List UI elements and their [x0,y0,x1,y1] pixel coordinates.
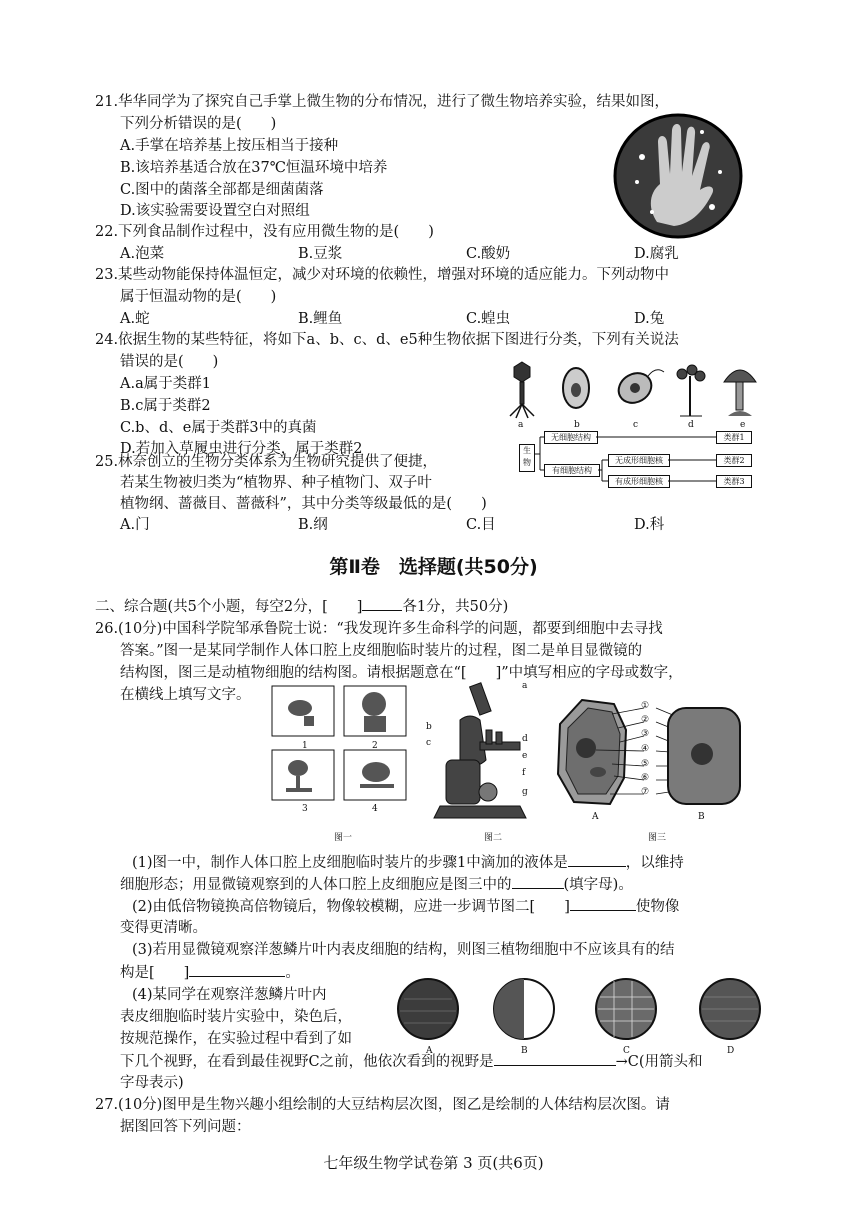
q26-sub4-blank[interactable] [494,1051,616,1066]
q26-stem-2: 答案。”图一是某同学制作人体口腔上皮细胞临时装片的过程，图二是单目显微镜的 [120,643,643,659]
q21-option-a: A.手掌在培养基上按压相当于接种 [120,138,339,154]
fig3-label-1: ① [641,701,650,711]
tree-group-1: 类群1 [716,431,752,444]
q26-sub3-blank[interactable] [189,962,285,977]
fig2-label-b: b [426,722,432,732]
q21-option-d: D.该实验需要设置空白对照组 [120,203,310,219]
fig3-label-4: ④ [641,744,650,754]
fig2-label-c: c [426,738,432,748]
tree-sub-no-nucleus: 无成形细胞核 [608,454,670,467]
figure1-slide-steps-image [270,684,420,812]
q26-sub2-text-a: (2)由低倍物镜换高倍物镜后，物像较模糊，应进一步调节图二[ ] [132,899,570,915]
fig3-label-5: ⑤ [641,759,650,769]
q27-stem-1: 27.(10分)图甲是生物兴趣小组绘制的大豆结构层次图，图乙是绘制的人体结构层次图。请 [95,1097,670,1113]
q26-sub3-line1: (3)若用显微镜观察洋葱鳞片叶内表皮细胞的结构，则图三植物细胞中不应该具有的结 [132,942,675,958]
q26-sub1-text-a: (1)图一中，制作人体口腔上皮细胞临时装片的步骤1中滴加的液体是 [132,855,568,871]
q24-stem-cont: 错误的是( ) [120,354,219,370]
fig3-label-6: ⑥ [641,773,650,783]
q23-option-c: C.蝗虫 [466,311,511,327]
q24-option-b: B.c属于类群2 [120,398,211,414]
q25-option-d: D.科 [634,517,665,533]
q23-option-d: D.兔 [634,311,665,327]
q26-sub3-text-c: 。 [285,965,300,981]
q27-stem-2: 据图回答下列问题： [120,1119,251,1135]
q25-stem-cont2: 植物纲、蔷薇目、蔷薇科”，其中分类等级最低的是( ) [120,496,487,512]
fig3-label-3: ③ [641,729,650,739]
petri-dish-hand-image [612,112,744,240]
q26-sub4-line4 [120,1051,703,1072]
organism-label-b: b [574,420,580,430]
q26-sub2-text-b: 使物像 [635,899,680,915]
q26-sub1-text-b: ，以维持 [625,855,684,871]
q26-sub1-text-d: (填字母)。 [563,877,633,893]
section-title: 第Ⅱ卷 选择题(共50分) [329,556,538,578]
q25-options [120,515,720,535]
fig3-label-2: ② [641,715,650,725]
part2-heading-blank [362,596,402,611]
q26-stem-3: 结构图，图三是动植物细胞的结构图。请根据题意在“[ ]”中填写相应的字母或数字， [120,665,683,681]
q24-option-c: C.b、d、e属于类群3中的真菌 [120,420,317,436]
q24-stem: 24.依据生物的某些特征，将如下a、b、c、d、e5种生物依据下图进行分类，下列有关说法 [95,332,679,348]
q26-sub1-line1 [132,852,684,873]
tree-branch-no-cell: 无细胞结构 [544,431,598,444]
tree-group-3: 类群3 [716,475,752,488]
q25-stem-cont: 若某生物被归类为“植物界、种子植物门、双子叶 [120,475,432,491]
q26-sub2-blank[interactable] [570,896,636,911]
fig1-step-4: 4 [372,804,378,814]
q26-sub4-line2: 表皮细胞临时装片实验中，染色后， [120,1009,352,1025]
fig2-label-a: a [522,681,528,691]
fig2-label-g: g [522,787,528,797]
fig3-cell-b-label: B [698,812,705,822]
q26-sub1-blank-1[interactable] [568,852,626,867]
q26-sub2-line1 [132,896,679,917]
q25-option-a: A.门 [120,517,150,533]
q25-option-c: C.目 [466,517,496,533]
organism-label-c: c [633,420,639,430]
q21-stem-cont: 下列分析错误的是( ) [120,116,277,132]
view-label-d: D [727,1046,735,1056]
q25-option-b: B.纲 [298,517,328,533]
organism-label-e: e [740,420,746,430]
q21-option-b: B.该培养基适合放在37℃恒温环境中培养 [120,160,388,176]
view-label-a: A [426,1046,433,1056]
q24-option-a: A.a属于类群1 [120,376,211,392]
q23-stem: 23.某些动物能保持体温恒定，减少对环境的依赖性，增强对环境的适应能力。下列动物中 [95,267,670,283]
q26-stem-1: 26.(10分)中国科学院邹承鲁院士说：“我发现许多生命科学的问题，都要到细胞中去寻找 [95,621,663,637]
part2-heading [95,596,508,617]
fig1-step-3: 3 [302,804,308,814]
q24-option-d: D.若加入草履虫进行分类，属于类群2 [120,441,363,457]
fig1-caption: 图一 [334,833,353,843]
q22-option-a: A.泡菜 [120,246,165,262]
fig2-label-f: f [522,768,526,778]
q26-stem-4: 在横线上填写文字。 [120,687,251,703]
view-label-c: C [623,1046,630,1056]
fig1-step-1: 1 [302,741,308,751]
q26-sub1-blank-2[interactable] [512,874,564,889]
q26-sub2-line2: 变得更清晰。 [120,920,207,936]
part2-heading-b: 各1分，共50分) [402,599,509,615]
part2-heading-a: 二、综合题(共5个小题，每空2分，[ ] [95,599,363,615]
tree-branch-cell: 有细胞结构 [544,464,600,477]
q21-option-c: C.图中的菌落全部都是细菌菌落 [120,182,324,198]
q22-options [120,244,720,264]
fig3-cell-a-label: A [592,812,599,822]
q26-sub4-line5: 字母表示) [120,1075,184,1091]
tree-sub-nucleus: 有成形细胞核 [608,475,670,488]
page-footer: 七年级生物学试卷第 3 页(共6页) [323,1154,544,1172]
q23-option-a: A.蛇 [120,311,150,327]
tree-root-box: 生物 [519,444,535,472]
q26-sub1-text-c: 细胞形态；用显微镜观察到的人体口腔上皮细胞应是图三中的 [120,877,512,893]
q22-stem: 22.下列食品制作过程中，没有应用微生物的是( ) [95,224,434,240]
q26-sub1-line2 [120,874,633,895]
q23-option-b: B.鲤鱼 [298,311,343,327]
q26-sub4-line3: 按规范操作，在实验过程中看到了如 [120,1031,352,1047]
fig1-step-2: 2 [372,741,378,751]
tree-group-2: 类群2 [716,454,752,467]
q26-sub3-text-b: 构是[ ] [120,965,190,981]
q21-stem: 21.华华同学为了探究自己手掌上微生物的分布情况，进行了微生物培养实验，结果如图， [95,94,670,110]
microscope-views-image [396,975,766,1047]
q26-sub3-line2 [120,962,300,983]
q22-option-b: B.豆浆 [298,246,343,262]
q23-options [120,309,720,329]
fig2-label-e: e [522,751,528,761]
q26-sub4-line1: (4)某同学在观察洋葱鳞片叶内 [132,987,327,1003]
organisms-image [500,356,760,426]
q22-option-d: D.腐乳 [634,246,679,262]
q22-option-c: C.酸奶 [466,246,511,262]
view-label-b: B [521,1046,528,1056]
organism-label-d: d [688,420,694,430]
q26-sub4-text-d: 下几个视野，在看到最佳视野C之前，他依次看到的视野是 [120,1054,494,1070]
fig2-caption: 图二 [484,833,503,843]
q26-sub4-text-e: →C(用箭头和 [615,1054,703,1070]
organism-label-a: a [518,420,524,430]
fig3-label-7: ⑦ [641,787,650,797]
fig2-label-d: d [522,734,528,744]
q25-stem: 25.林奈创立的生物分类体系为生物研究提供了便捷， [95,454,438,470]
q23-stem-cont: 属于恒温动物的是( ) [120,289,277,305]
fig3-caption: 图三 [648,833,667,843]
